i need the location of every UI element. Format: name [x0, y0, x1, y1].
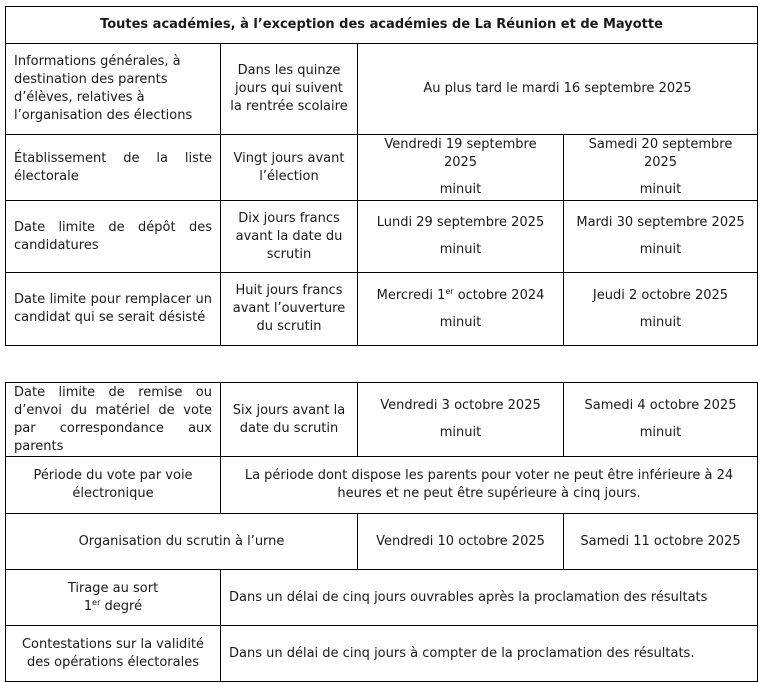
step-delay: Six jours avant la date du scrutin [221, 383, 358, 457]
date-cell-1 [358, 201, 564, 273]
table-header: Toutes académies, à l’exception des académies de La Réunion et de Mayotte [6, 7, 758, 44]
label-pre: 1 [83, 598, 93, 614]
label-post: degré [100, 598, 143, 614]
step-label: Date limite pour remplacer un candidat qui se serait désisté [6, 273, 221, 346]
ordinal-suffix: er [445, 286, 454, 296]
table-row [6, 383, 758, 457]
date-text: Vendredi 19 septembre 2025 [384, 137, 537, 170]
step-label: Informations générales, à destination des parents d’élèves, relatives à l’organisation des élections [6, 44, 221, 135]
date-text: Jeudi 2 octobre 2025 [592, 287, 729, 303]
step-label: Établissement de la liste électorale [6, 135, 221, 201]
date-cell-1 [358, 273, 564, 346]
table-row [6, 44, 758, 135]
label-line-1: Tirage au sort [67, 580, 159, 596]
date-text: Samedi 20 septembre 2025 [588, 137, 733, 170]
ordinal-suffix: er [92, 597, 101, 607]
label-line-2 [14, 598, 212, 616]
table-row [6, 626, 758, 682]
election-calendar-table-2 [5, 382, 758, 682]
date-text [366, 287, 555, 305]
date-cell-2 [564, 273, 758, 346]
step-label: Période du vote par voie électronique [6, 457, 221, 514]
date-text: Samedi 4 octobre 2025 [584, 398, 737, 413]
time-text: minuit [439, 182, 482, 197]
time-text: minuit [639, 242, 682, 257]
time-text: minuit [439, 425, 482, 440]
time-text: minuit [439, 242, 482, 257]
date-text: Vendredi 3 octobre 2025 [380, 398, 541, 413]
date-text-post: octobre 2024 [453, 287, 545, 303]
step-delay: Vingt jours avant l’élection [221, 135, 358, 201]
step-label: Date limite de dépôt des candidatures [6, 201, 221, 273]
time-text: minuit [639, 425, 682, 440]
step-label: Date limite de remise ou d’envoi du matériel de vote par correspondance aux parents [6, 383, 221, 457]
election-calendar-table-1 [5, 6, 758, 346]
step-date: Au plus tard le mardi 16 septembre 2025 [358, 44, 758, 135]
date-cell-1 [358, 135, 564, 201]
step-label: Organisation du scrutin à l’urne [6, 514, 358, 570]
date-cell-1 [358, 383, 564, 457]
date-cell-2 [564, 135, 758, 201]
date-cell-2 [564, 201, 758, 273]
step-text: La période dont dispose les parents pour voter ne peut être inférieure à 24 heures et ne peut être supérieure à cinq jours. [221, 457, 758, 514]
table-row [6, 135, 758, 201]
step-label: Contestations sur la validité des opérations électorales [6, 626, 221, 682]
time-text: minuit [639, 182, 682, 197]
date-cell-2: Samedi 11 octobre 2025 [564, 514, 758, 570]
step-delay: Dans les quinze jours qui suivent la rentrée scolaire [221, 44, 358, 135]
time-text: minuit [439, 314, 482, 330]
date-text: Lundi 29 septembre 2025 [376, 215, 545, 230]
step-delay: Huit jours francs avant l’ouverture du scrutin [221, 273, 358, 346]
table-row [6, 457, 758, 514]
time-text: minuit [639, 314, 682, 330]
date-cell-1: Vendredi 10 octobre 2025 [358, 514, 564, 570]
step-label [6, 570, 221, 626]
step-delay: Dix jours francs avant la date du scrutin [221, 201, 358, 273]
table-header-row [6, 7, 758, 44]
table-row [6, 201, 758, 273]
table-row [6, 570, 758, 626]
date-text-pre: Mercredi 1 [376, 287, 446, 303]
date-cell-2 [564, 383, 758, 457]
step-text: Dans un délai de cinq jours ouvrables après la proclamation des résultats [221, 570, 758, 626]
table-row [6, 514, 758, 570]
step-text: Dans un délai de cinq jours à compter de la proclamation des résultats. [221, 626, 758, 682]
table-row [6, 273, 758, 346]
date-text: Mardi 30 septembre 2025 [576, 215, 745, 230]
